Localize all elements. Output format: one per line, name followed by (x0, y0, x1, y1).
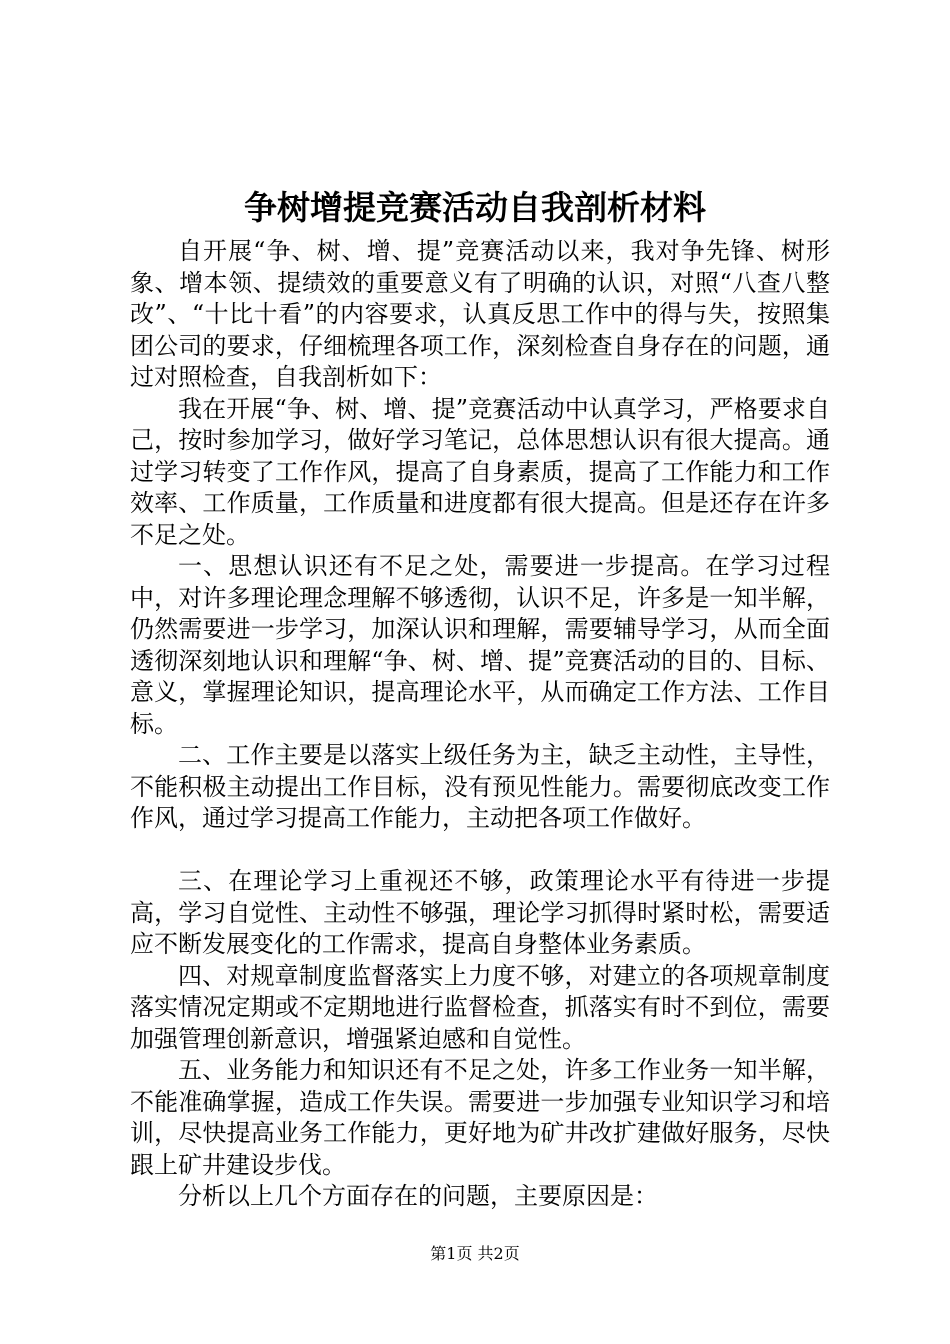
paragraph-summary: 我在开展“争、树、增、提”竞赛活动中认真学习，严格要求自己，按时参加学习，做好学习笔记，总体思想认识有很大提高。通过学习转变了工作作风，提高了自身素质，提高了工作能力和工作效率、工作质量，工作质量和进度都有很大提高。但是还存在许多不足之处。 (130, 394, 830, 549)
paragraph-intro: 自开展“争、树、增、提”竞赛活动以来，我对争先锋、树形象、增本领、提绩效的重要意义有了明确的认识，对照“八查八整改”、“十比十看”的内容要求，认真反思工作中的得与失，按照集团公司的要求，仔细梳理各项工作，深刻检查自身存在的问题，通过对照检查，自我剖析如下： (130, 237, 830, 391)
paragraph-point-5: 五、业务能力和知识还有不足之处，许多工作业务一知半解，不能准确掌握，造成工作失误。需要进一步加强专业知识学习和培训，尽快提高业务工作能力，更好地为矿井改扩建做好服务，尽快跟上矿井建设步伐。 (130, 1056, 830, 1179)
document-title: 争树增提竞赛活动自我剖析材料 (244, 188, 706, 227)
paragraph-point-4: 四、对规章制度监督落实上力度不够，对建立的各项规章制度落实情况定期或不定期地进行监督检查，抓落实有时不到位，需要加强管理创新意识，增强紧迫感和自觉性。 (130, 961, 830, 1053)
paragraph-analysis: 分析以上几个方面存在的问题，主要原因是： (178, 1182, 658, 1210)
blank-line (130, 835, 830, 867)
paragraph-point-2: 二、工作主要是以落实上级任务为主，缺乏主动性，主导性，不能积极主动提出工作目标，没有预见性能力。需要彻底改变工作作风，通过学习提高工作能力，主动把各项工作做好。 (130, 741, 830, 832)
paragraph-point-3: 三、在理论学习上重视还不够，政策理论水平有待进一步提高，学习自觉性、主动性不够强，理论学习抓得时紧时松，需要适应不断发展变化的工作需求，提高自身整体业务素质。 (130, 867, 830, 958)
document-body (130, 236, 830, 1213)
page-footer: 第1页 共2页 (430, 1244, 520, 1263)
paragraph-point-1: 一、思想认识还有不足之处，需要进一步提高。在学习过程中，对许多理论理念理解不够透彻，认识不足，许多是一知半解，仍然需要进一步学习，加深认识和理解，需要辅导学习，从而全面透彻深刻地认识和理解“争、树、增、提”竞赛活动的目的、目标、意义，掌握理论知识，提高理论水平，从而确定工作方法、工作目标。 (130, 552, 830, 738)
